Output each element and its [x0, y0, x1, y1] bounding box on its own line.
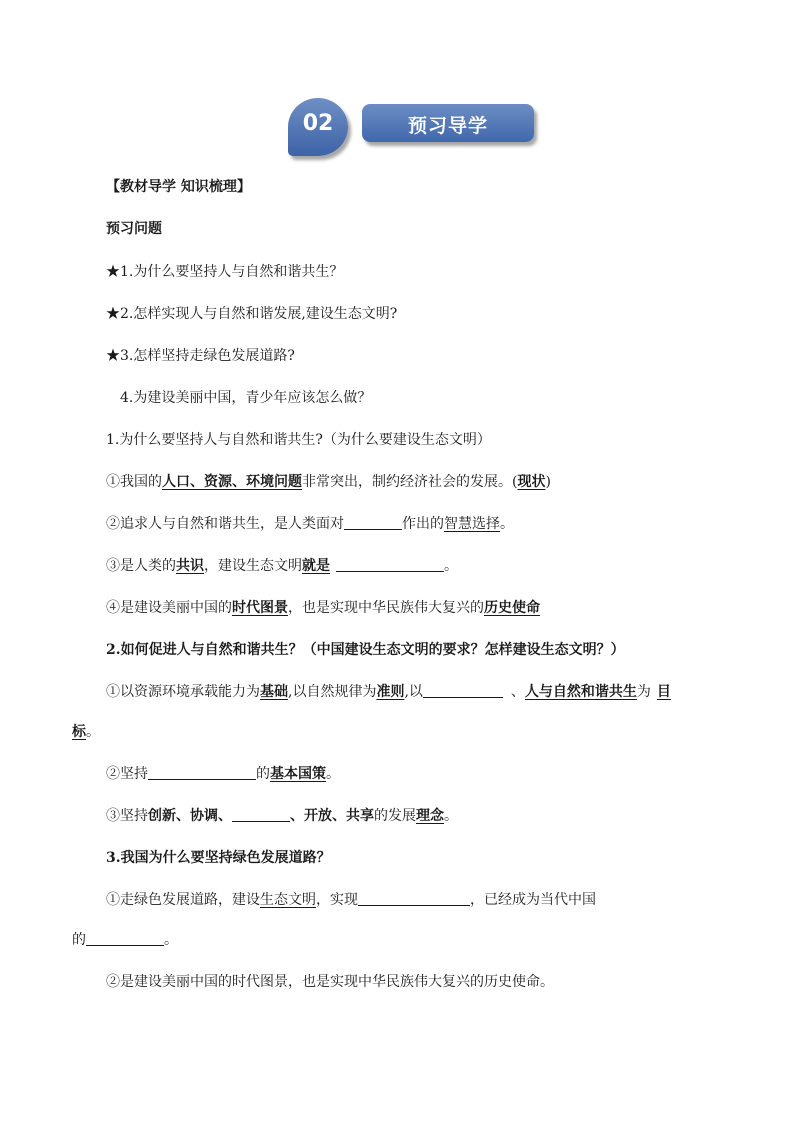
s1-point-2: ②追求人与自然和谐共生，是人类面对 作出的智慧选择。: [106, 516, 514, 532]
question-4: 4.为建设美丽中国，青少年应该怎么做？: [120, 390, 372, 406]
s2-point-2: ②坚持 的基本国策。: [106, 766, 340, 782]
s2-point-1-wrap: 标。: [72, 724, 100, 740]
section-number-badge: [288, 98, 348, 156]
s2-point-1: ①以资源环境承载能力为基础,以自然规律为准则,以 、人与自然和谐共生为 目: [106, 684, 671, 700]
section-number: 02: [302, 111, 334, 136]
section-title: 预习导学: [407, 115, 488, 137]
question-3: ★3.怎样坚持走绿色发展道路?: [106, 348, 295, 364]
section-header: [288, 98, 548, 158]
s3-title: 3.我国为什么要坚持绿色发展道路？: [106, 850, 331, 866]
s3-point-2: ②是建设美丽中国的时代图景，也是实现中华民族伟大复兴的历史使命。: [106, 974, 554, 990]
fill-blank[interactable]: [148, 765, 256, 780]
fill-blank[interactable]: [232, 807, 290, 822]
s1-point-4: ④是建设美丽中国的时代图景，也是实现中华民族伟大复兴的历史使命: [106, 600, 540, 616]
textbook-guide-heading: 【教材导学 知识梳理】: [106, 179, 251, 195]
fill-blank[interactable]: [86, 931, 164, 946]
fill-blank[interactable]: [423, 683, 503, 698]
question-1: ★1.为什么要坚持人与自然和谐共生？: [106, 264, 344, 280]
s2-title: 2.如何促进人与自然和谐共生？（中国建设生态文明的要求？怎样建设生态文明？）: [106, 642, 625, 658]
s2-point-3: ③坚持创新、协调、 、开放、共享的发展理念。: [106, 808, 458, 824]
section-title-bar: [362, 104, 534, 142]
preview-questions-heading: 预习问题: [106, 221, 162, 237]
question-2: ★2.怎样实现人与自然和谐发展,建设生态文明?: [106, 306, 398, 322]
s1-point-3: ③是人类的共识，建设生态文明就是 。: [106, 558, 458, 574]
s3-point-1-wrap: 的 。: [72, 932, 178, 948]
s3-point-1: ①走绿色发展道路，建设生态文明，实现 ，已经成为当代中国: [106, 892, 596, 908]
fill-blank[interactable]: [336, 557, 444, 572]
fill-blank[interactable]: [358, 891, 470, 906]
fill-blank[interactable]: [344, 515, 402, 530]
s1-title: 1.为什么要坚持人与自然和谐共生?（为什么要建设生态文明）: [106, 432, 491, 448]
s1-point-1: ①我国的人口、资源、环境问题非常突出，制约经济社会的发展。(现状): [106, 474, 551, 490]
